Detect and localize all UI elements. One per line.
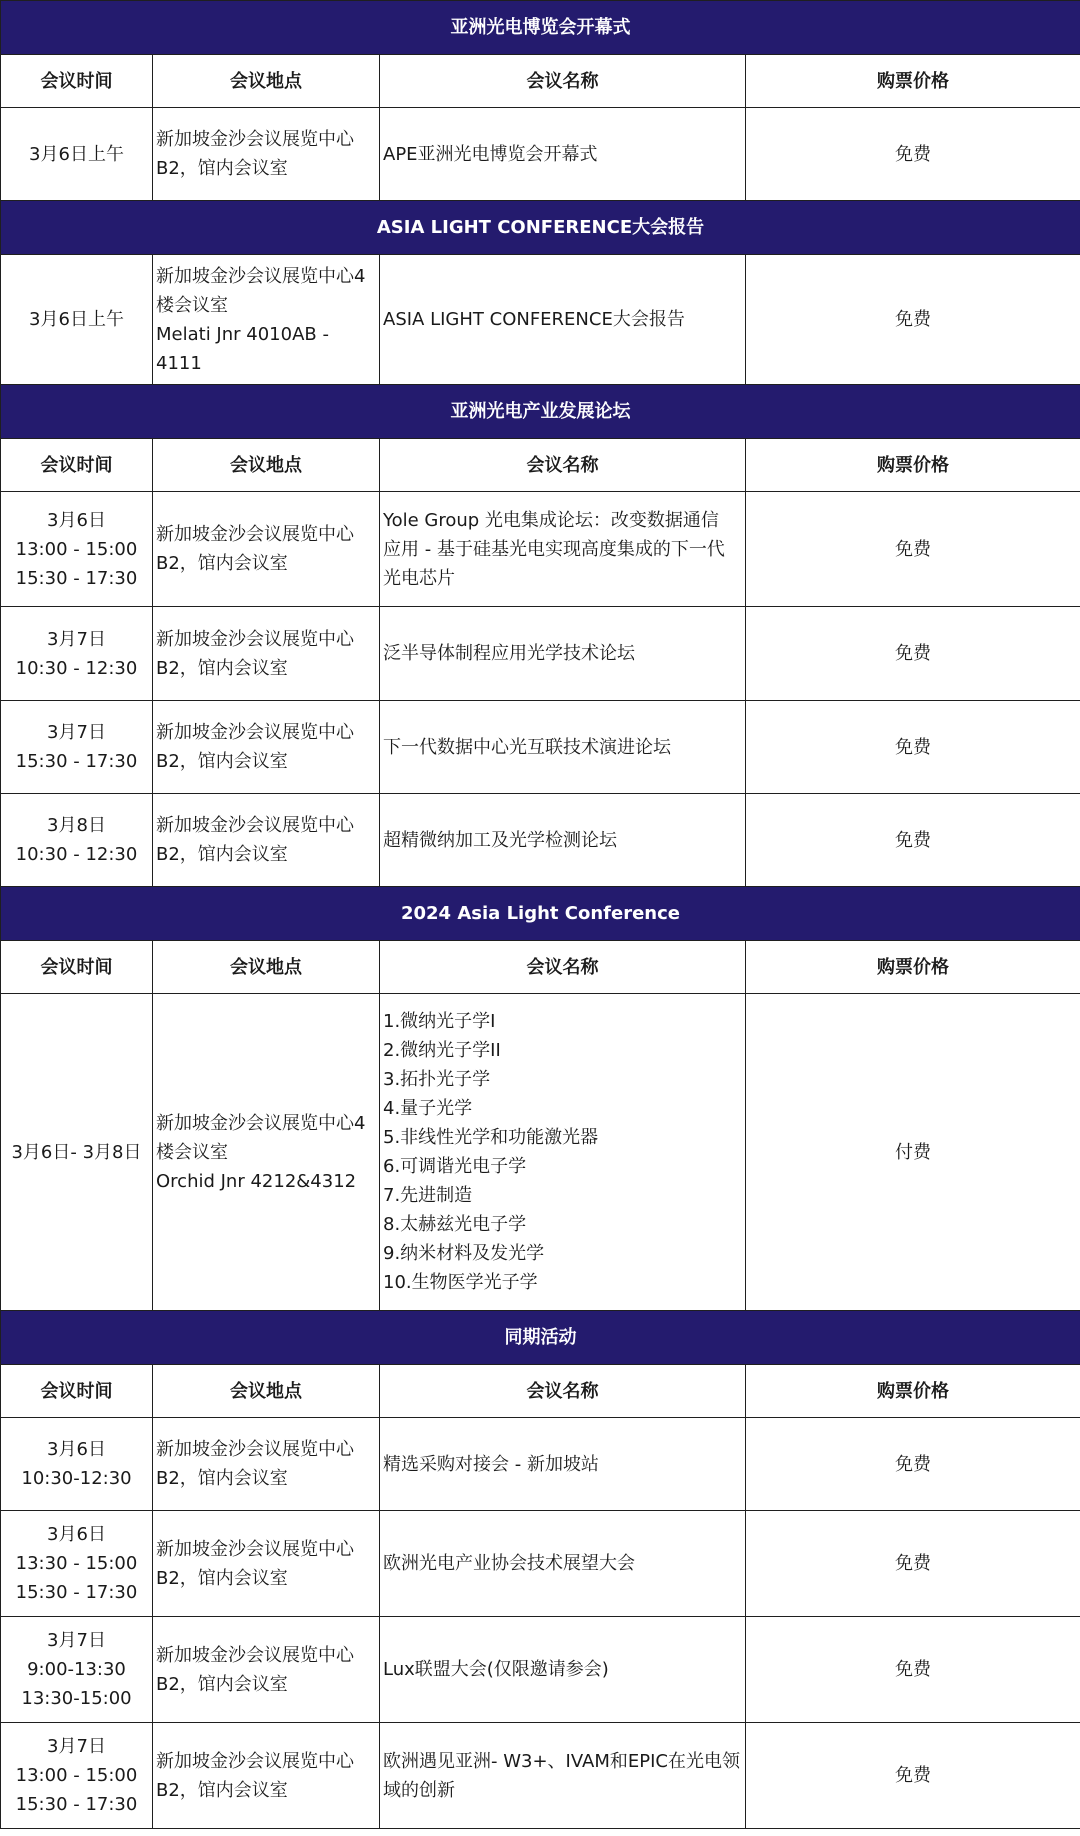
cell-price: 免费 — [746, 492, 1080, 607]
cell-venue: 新加坡金沙会议展览中心 B2，馆内会议室 — [153, 1511, 380, 1617]
cell-venue: 新加坡金沙会议展览中心 B2，馆内会议室 — [153, 492, 380, 607]
header-name: 会议名称 — [380, 1365, 746, 1418]
section-title: ASIA LIGHT CONFERENCE大会报告 — [1, 201, 1080, 255]
header-time: 会议时间 — [1, 941, 153, 994]
table-row — [1, 607, 1080, 701]
cell-price: 免费 — [746, 1617, 1080, 1723]
cell-price: 免费 — [746, 794, 1080, 887]
header-name: 会议名称 — [380, 941, 746, 994]
table-row — [1, 255, 1080, 385]
cell-name: 欧洲光电产业协会技术展望大会 — [380, 1511, 746, 1617]
table-row — [1, 492, 1080, 607]
cell-time: 3月6日 13:30 - 15:00 15:30 - 17:30 — [1, 1511, 153, 1617]
header-venue: 会议地点 — [153, 439, 380, 492]
cell-name: Yole Group 光电集成论坛：改变数据通信 应用 - 基于硅基光电实现高度集成的下一代 光电芯片 — [380, 492, 746, 607]
table-row — [1, 1723, 1080, 1829]
table-row — [1, 1418, 1080, 1511]
table-row — [1, 1511, 1080, 1617]
header-price: 购票价格 — [746, 439, 1080, 492]
table-row — [1, 794, 1080, 887]
column-header-row — [1, 55, 1080, 108]
cell-price: 免费 — [746, 607, 1080, 701]
cell-venue: 新加坡金沙会议展览中心 B2，馆内会议室 — [153, 794, 380, 887]
cell-name: 欧洲遇见亚洲- W3+、IVAM和EPIC在光电领 域的创新 — [380, 1723, 746, 1829]
header-name: 会议名称 — [380, 439, 746, 492]
cell-time: 3月6日上午 — [1, 255, 153, 385]
cell-name: 下一代数据中心光互联技术演进论坛 — [380, 701, 746, 794]
cell-name: ASIA LIGHT CONFERENCE大会报告 — [380, 255, 746, 385]
header-price: 购票价格 — [746, 1365, 1080, 1418]
header-venue: 会议地点 — [153, 941, 380, 994]
cell-name: Lux联盟大会(仅限邀请参会) — [380, 1617, 746, 1723]
section-title: 2024 Asia Light Conference — [1, 887, 1080, 941]
cell-time: 3月6日- 3月8日 — [1, 994, 153, 1311]
cell-venue: 新加坡金沙会议展览中心 B2，馆内会议室 — [153, 108, 380, 201]
header-time: 会议时间 — [1, 55, 153, 108]
section-header — [1, 887, 1080, 941]
cell-venue: 新加坡金沙会议展览中心 B2，馆内会议室 — [153, 1723, 380, 1829]
cell-venue: 新加坡金沙会议展览中心 B2，馆内会议室 — [153, 607, 380, 701]
cell-time: 3月7日 10:30 - 12:30 — [1, 607, 153, 701]
section-header — [1, 1, 1080, 55]
header-time: 会议时间 — [1, 439, 153, 492]
section-title: 亚洲光电博览会开幕式 — [1, 1, 1080, 55]
table-row — [1, 994, 1080, 1311]
section-title: 亚洲光电产业发展论坛 — [1, 385, 1080, 439]
header-venue: 会议地点 — [153, 1365, 380, 1418]
cell-price: 付费 — [746, 994, 1080, 1311]
header-time: 会议时间 — [1, 1365, 153, 1418]
cell-time: 3月7日 13:00 - 15:00 15:30 - 17:30 — [1, 1723, 153, 1829]
cell-time: 3月6日 10:30-12:30 — [1, 1418, 153, 1511]
cell-venue: 新加坡金沙会议展览中心4 楼会议室 Melati Jnr 4010AB - 4111 — [153, 255, 380, 385]
table-row — [1, 701, 1080, 794]
section-title: 同期活动 — [1, 1311, 1080, 1365]
cell-name: 精选采购对接会 - 新加坡站 — [380, 1418, 746, 1511]
cell-venue: 新加坡金沙会议展览中心 B2，馆内会议室 — [153, 1617, 380, 1723]
section-header — [1, 201, 1080, 255]
cell-price: 免费 — [746, 1723, 1080, 1829]
cell-time: 3月6日 13:00 - 15:00 15:30 - 17:30 — [1, 492, 153, 607]
column-header-row — [1, 1365, 1080, 1418]
cell-venue: 新加坡金沙会议展览中心 B2，馆内会议室 — [153, 701, 380, 794]
cell-price: 免费 — [746, 1511, 1080, 1617]
table-row — [1, 1617, 1080, 1723]
cell-time: 3月7日 9:00-13:30 13:30-15:00 — [1, 1617, 153, 1723]
cell-name: 超精微纳加工及光学检测论坛 — [380, 794, 746, 887]
cell-price: 免费 — [746, 108, 1080, 201]
cell-time: 3月7日 15:30 - 17:30 — [1, 701, 153, 794]
header-name: 会议名称 — [380, 55, 746, 108]
cell-price: 免费 — [746, 255, 1080, 385]
cell-price: 免费 — [746, 701, 1080, 794]
table-row — [1, 108, 1080, 201]
cell-venue: 新加坡金沙会议展览中心 B2，馆内会议室 — [153, 1418, 380, 1511]
cell-name: 1.微纳光子学I 2.微纳光子学II 3.拓扑光子学 4.量子光学 5.非线性光学和功能激光器 6.可调谐光电子学 7.先进制造 8.太赫兹光电子学 9.纳米材料及发光学 10.生物医学光子学 — [380, 994, 746, 1311]
cell-name: APE亚洲光电博览会开幕式 — [380, 108, 746, 201]
column-header-row — [1, 439, 1080, 492]
cell-venue: 新加坡金沙会议展览中心4 楼会议室 Orchid Jnr 4212&4312 — [153, 994, 380, 1311]
column-header-row — [1, 941, 1080, 994]
cell-price: 免费 — [746, 1418, 1080, 1511]
cell-time: 3月8日 10:30 - 12:30 — [1, 794, 153, 887]
cell-time: 3月6日上午 — [1, 108, 153, 201]
cell-name: 泛半导体制程应用光学技术论坛 — [380, 607, 746, 701]
header-price: 购票价格 — [746, 55, 1080, 108]
header-venue: 会议地点 — [153, 55, 380, 108]
header-price: 购票价格 — [746, 941, 1080, 994]
section-header — [1, 1311, 1080, 1365]
section-header — [1, 385, 1080, 439]
